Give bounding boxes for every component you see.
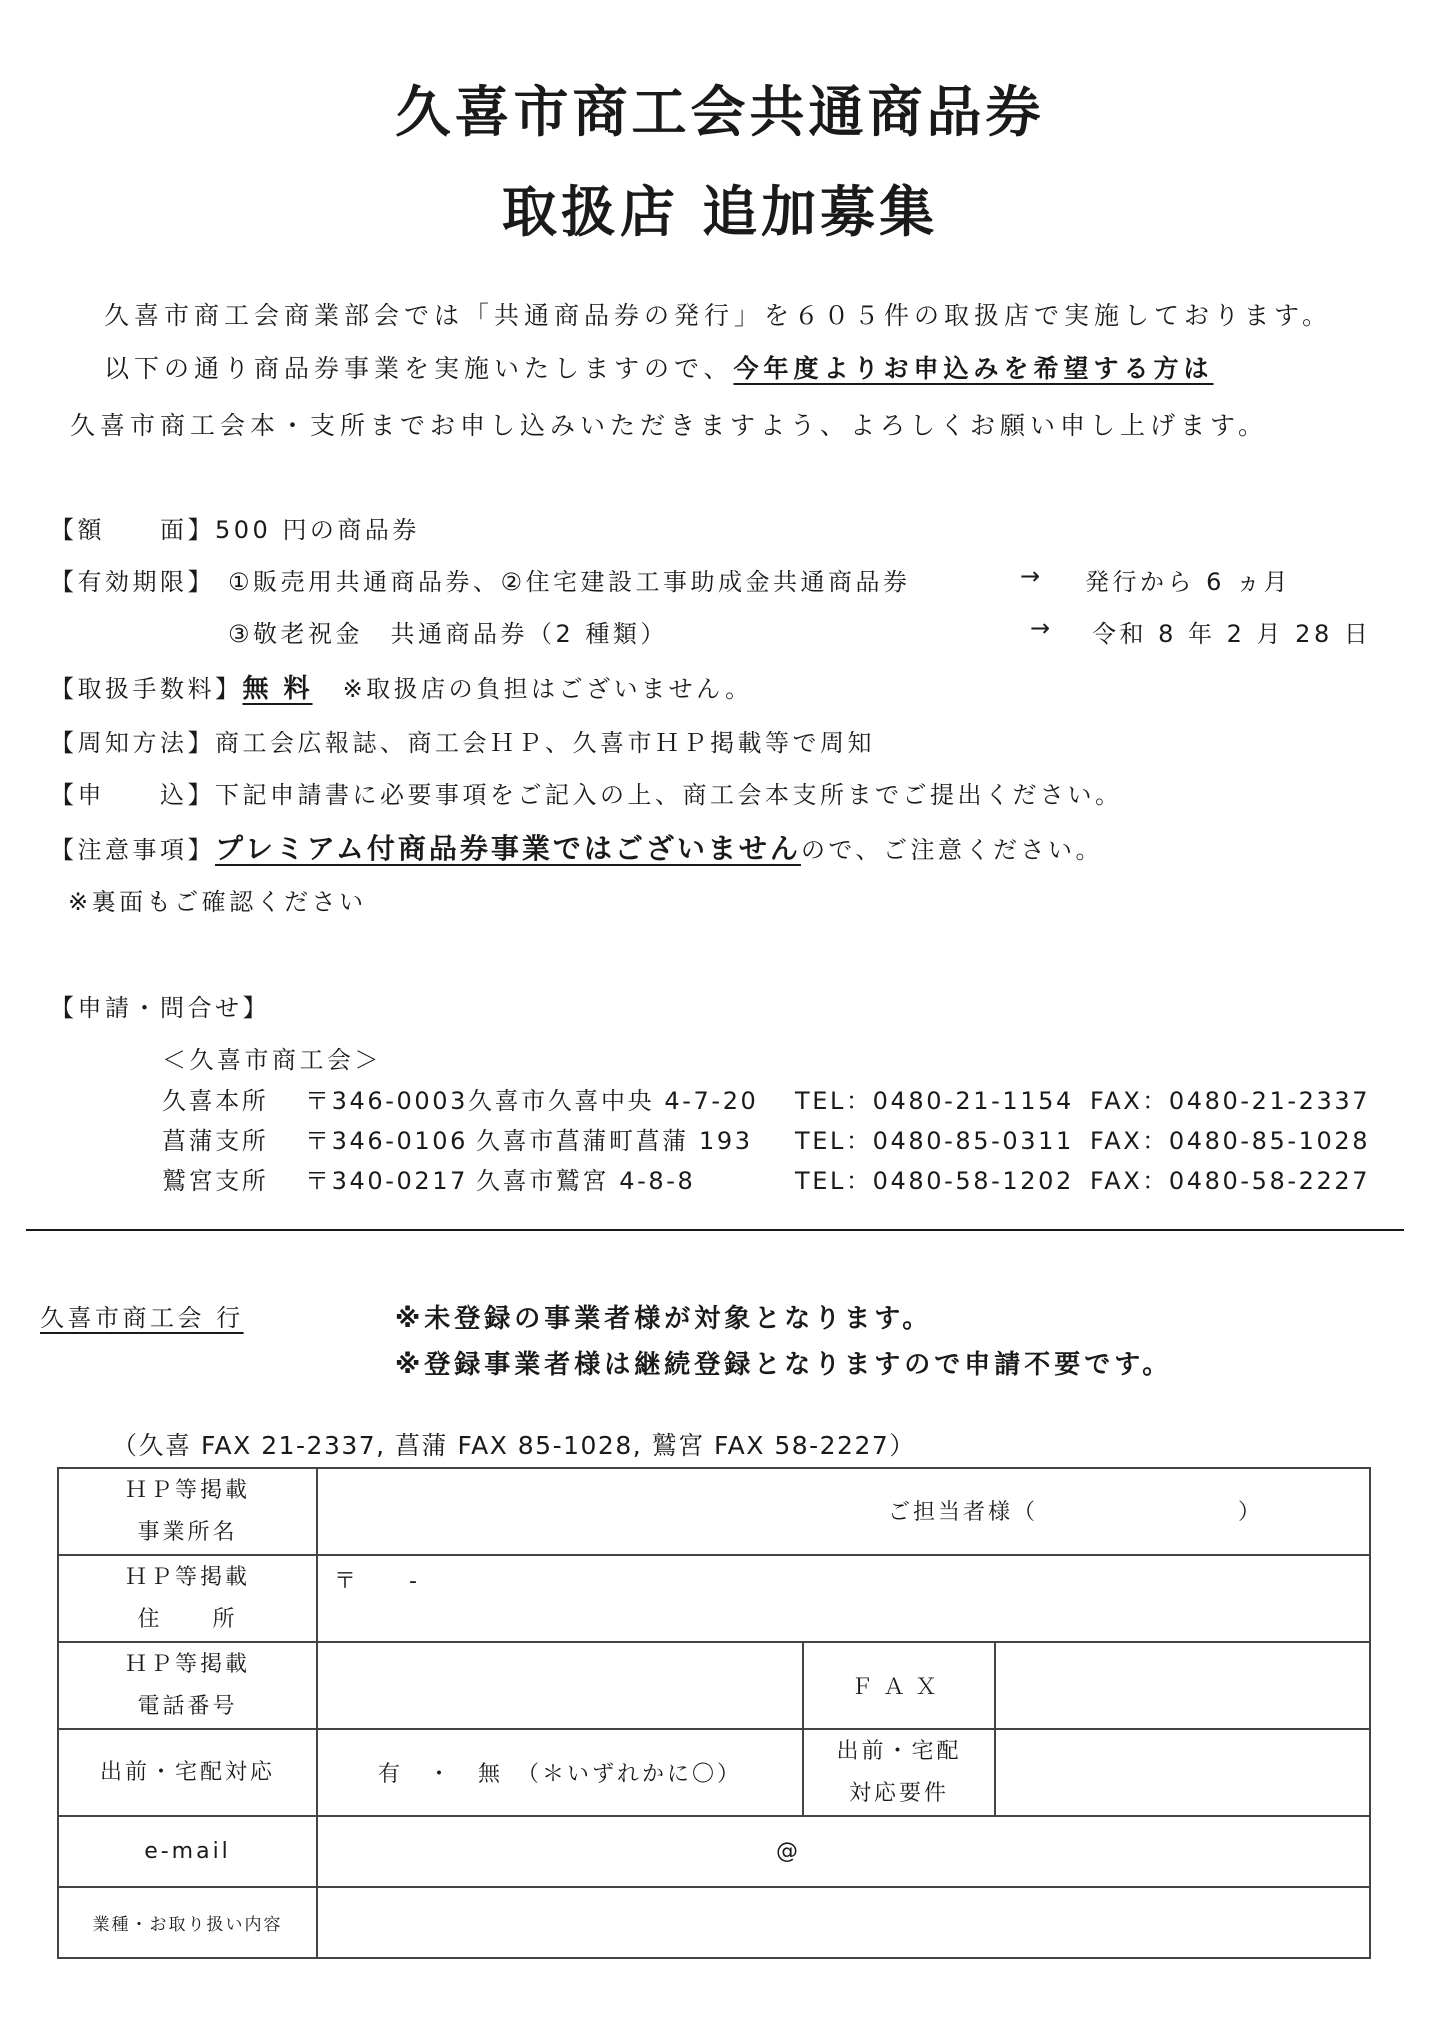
contact-heading: 【申請・問合せ】 [50,994,270,1022]
intro-line-1: 久喜市商工会商業部会では「共通商品券の発行」を６０５件の取扱店で実施しております。 [104,301,1333,330]
delivery-requirements-label-line-1: 出前・宅配 [836,1738,962,1764]
office-address: 久喜市鷲宮 4-8-8 [476,1167,696,1195]
address-field[interactable] [317,1555,1370,1642]
postal-mark: 〒 - [334,1569,420,1594]
fee-note: ※取扱店の負担はございません。 [342,675,753,703]
caution-suffix: ので、ご注意ください。 [800,836,1103,864]
validity-label: 【有効期限】 [50,568,215,596]
application-form [57,1467,1371,1959]
intro-line-2-emphasis: 今年度よりお申込みを希望する方は [733,354,1214,383]
caution-row [50,827,1103,867]
form-addressee: 久喜市商工会 行 [40,1304,244,1332]
phone-field[interactable] [317,1642,803,1729]
row-delivery [58,1729,1370,1816]
intro-line-3: 久喜市商工会本・支所までお申し込みいただきますよう、よろしくお願い申し上げます。 [70,411,1269,440]
office-fax: FAX：0480-21-2337 [1090,1087,1371,1115]
validity-line-2: ③敬老祝金 共通商品券（2 種類） [228,620,668,648]
caution-label: 【注意事項】 [50,836,215,864]
fax-field[interactable] [995,1642,1370,1729]
face-value-text: 500 円の商品券 [215,516,420,544]
email-label: e-mail [58,1816,317,1887]
row-phone [58,1642,1370,1729]
office-address: 久喜市菖蒲町菖蒲 193 [476,1127,753,1155]
office-postal: 〒346-0106 [305,1127,468,1155]
row-category [58,1887,1370,1958]
face-value-label: 【額 面】 [50,516,215,544]
fee-row [50,668,753,705]
email-field[interactable] [317,1816,1370,1887]
validity-arrow-1: → [1020,562,1044,590]
row-business-name [58,1468,1370,1555]
contact-org: ＜久喜市商工会＞ [162,1046,382,1074]
delivery-label: 出前・宅配対応 [58,1729,317,1816]
page-title: 久喜市商工会共通商品券 [395,80,1045,144]
office-address: 久喜市久喜中央 4-7-20 [468,1087,759,1115]
phone-label [58,1642,317,1729]
address-label-line-2: 住 所 [137,1606,238,1632]
validity-period-1: 発行から 6 ヵ月 [1085,568,1292,596]
office-tel: TEL：0480-85-0311 [795,1127,1074,1155]
category-label: 業種・お取り扱い内容 [58,1887,317,1958]
page-subtitle: 取扱店 追加募集 [501,180,939,244]
business-name-field[interactable] [317,1468,1370,1555]
validity-arrow-2: → [1030,614,1054,642]
notice-method-text: 商工会広報誌、商工会ＨＰ、久喜市ＨＰ掲載等で周知 [215,729,875,757]
phone-label-line-1: ＨＰ等掲載 [124,1651,250,1677]
row-email [58,1816,1370,1887]
form-notice-1: ※未登録の事業者様が対象となります。 [395,1304,933,1334]
delivery-requirements-label [803,1729,995,1816]
office-name: 菖蒲支所 [162,1127,269,1155]
office-name: 鷲宮支所 [162,1167,269,1195]
delivery-requirements-label-line-2: 対応要件 [848,1780,949,1806]
business-name-label-line-2: 事業所名 [137,1519,238,1545]
business-name-label [58,1468,317,1555]
validity-line-1: ①販売用共通商品券、②住宅建設工事助成金共通商品券 [228,568,911,596]
apply-row [50,775,1123,810]
business-name-label-line-1: ＨＰ等掲載 [124,1477,250,1503]
reverse-note: ※裏面もご確認ください [68,888,367,916]
contact-person-label: ご担当者様（ ） [888,1500,1264,1525]
intro-line-2-prefix: 以下の通り商品券事業を実施いたしますので、 [104,354,734,383]
fee-value: 無 料 [242,674,313,704]
address-label [58,1555,317,1642]
caution-emphasis: プレミアム付商品券事業ではございません [215,832,801,865]
delivery-requirements-field[interactable] [995,1729,1370,1816]
office-postal: 〒346-0003 [305,1087,468,1115]
notice-method-label: 【周知方法】 [50,729,215,757]
form-notice-2: ※登録事業者様は継続登録となりますので申請不要です。 [395,1350,1173,1380]
office-tel: TEL：0480-21-1154 [795,1087,1074,1115]
phone-label-line-2: 電話番号 [137,1693,238,1719]
notice-method-row [50,723,875,758]
form-fax-numbers: （久喜 FAX 21-2337, 菖蒲 FAX 85-1028, 鷲宮 FAX 58-2227） [112,1431,916,1460]
office-tel: TEL：0480-58-1202 [795,1167,1074,1195]
office-fax: FAX：0480-85-1028 [1090,1127,1371,1155]
email-at-sign: @ [776,1839,801,1864]
row-address [58,1555,1370,1642]
office-postal: 〒340-0217 [305,1167,468,1195]
fee-label: 【取扱手数料】 [50,675,243,703]
apply-text: 下記申請書に必要事項をご記入の上、商工会本支所までご提出ください。 [215,781,1123,809]
face-value-row [50,510,420,545]
section-divider [26,1229,1404,1231]
delivery-options[interactable]: 有 ・ 無 （＊いずれかに〇） [317,1729,803,1816]
fax-label: ＦＡＸ [803,1642,995,1729]
validity-period-2: 令和 8 年 2 月 28 日 [1092,620,1372,648]
intro-line-2 [104,349,1214,385]
category-field[interactable] [317,1887,1370,1958]
office-name: 久喜本所 [162,1087,269,1115]
address-label-line-1: ＨＰ等掲載 [124,1564,250,1590]
office-fax: FAX：0480-58-2227 [1090,1167,1371,1195]
apply-label: 【申 込】 [50,781,215,809]
